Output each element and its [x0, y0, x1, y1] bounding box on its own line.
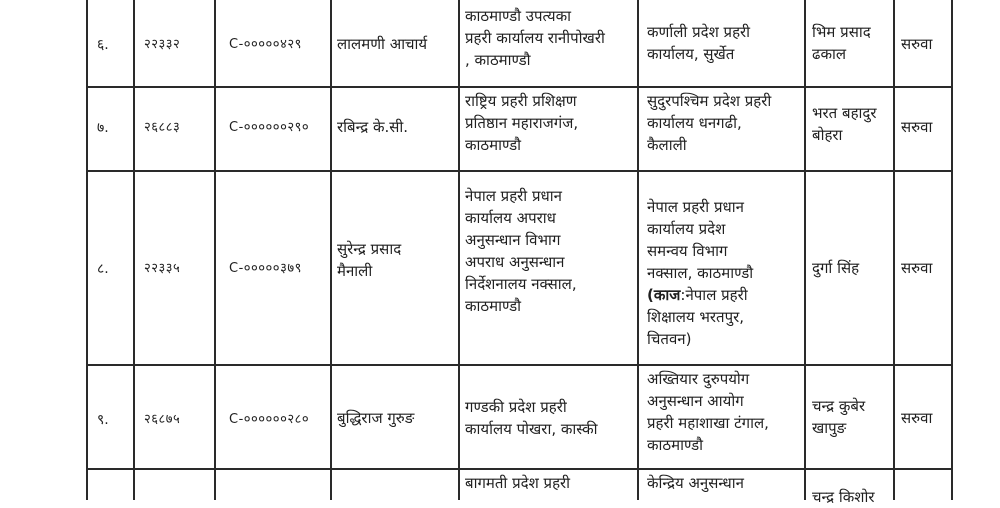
symbol-number: २२३३२	[144, 37, 181, 52]
from-office: बागमती प्रदेश प्रहरी	[465, 474, 571, 492]
employee-name: लालमणी आचार्य	[337, 35, 428, 53]
to-office: केन्द्रिय अनुसन्धान	[647, 474, 744, 492]
column-border	[458, 0, 460, 500]
deputation-label: (काज	[647, 286, 681, 304]
approver-name: दुर्गा सिंह	[812, 259, 860, 277]
column-border	[133, 0, 135, 500]
approver-name: चन्द्र किशोर	[812, 488, 875, 506]
approver-name: भिम प्रसाद ढकाल	[812, 23, 871, 63]
remark: सरुवा	[901, 409, 933, 427]
from-office: गण्डकी प्रदेश प्रहरी कार्यालय पोखरा, कास्की	[465, 398, 598, 438]
to-office: अख्तियार दुरुपयोग अनुसन्धान आयोग प्रहरी महाशाखा टंगाल, काठमाण्डौ	[647, 370, 769, 454]
column-border	[637, 0, 639, 500]
to-office: सुदुरपश्चिम प्रदेश प्रहरी कार्यालय धनगढी, कैलाली	[647, 92, 772, 154]
column-border	[893, 0, 895, 500]
serial-number: ८.	[97, 261, 109, 277]
from-office: नेपाल प्रहरी प्रधान कार्यालय अपराध अनुसन्धान विभाग अपराध अनुसन्धान निर्देशनालय नक्साल, काठमाण्डौ	[465, 187, 577, 315]
serial-number: ७.	[97, 120, 109, 136]
approver-name: चन्द्र कुबेर खापुङ	[812, 397, 866, 437]
remark: सरुवा	[901, 35, 933, 53]
row-border	[86, 364, 952, 366]
column-border	[804, 0, 806, 500]
column-border	[951, 0, 953, 500]
symbol-number: २६८८३	[144, 120, 181, 135]
column-border	[330, 0, 332, 500]
employee-code: C-००००००२८०	[229, 412, 310, 427]
column-border	[214, 0, 216, 500]
employee-code: C-००००००२९०	[229, 120, 310, 135]
to-office	[647, 174, 753, 372]
to-office-main: नेपाल प्रहरी प्रधान कार्यालय प्रदेश समन्वय विभाग नक्साल, काठमाण्डौ	[647, 198, 754, 282]
to-office: कर्णाली प्रदेश प्रहरी कार्यालय, सुर्खेत	[647, 23, 751, 63]
from-office: काठमाण्डौ उपत्यका प्रहरी कार्यालय रानीपोखरी , काठमाण्डौ	[465, 7, 605, 69]
remark: सरुवा	[901, 259, 933, 277]
row-border	[86, 170, 952, 172]
remark: सरुवा	[901, 118, 933, 136]
column-border	[86, 0, 88, 500]
row-border	[86, 86, 952, 88]
from-office: राष्ट्रिय प्रहरी प्रशिक्षण प्रतिष्ठान महाराजगंज, काठमाण्डौ	[465, 92, 579, 154]
approver-name: भरत बहादुर बोहरा	[812, 104, 877, 144]
symbol-number: २२३३५	[144, 261, 181, 276]
employee-name: सुरेन्द्र प्रसाद मैनाली	[337, 240, 402, 280]
deputation-note	[647, 284, 753, 350]
employee-code: C-०००००३७९	[229, 261, 302, 276]
employee-code: C-०००००४२९	[229, 37, 302, 52]
symbol-number: २६८७५	[144, 412, 181, 427]
employee-name: बुद्धिराज गुरुङ	[337, 409, 415, 427]
row-border	[86, 468, 952, 470]
serial-number: ६.	[97, 37, 109, 53]
deputation-text: :नेपाल प्रहरी शिक्षालय भरतपुर, चितवन)	[647, 286, 748, 348]
serial-number: ९.	[97, 412, 109, 428]
employee-name: रबिन्द्र के.सी.	[337, 118, 409, 136]
